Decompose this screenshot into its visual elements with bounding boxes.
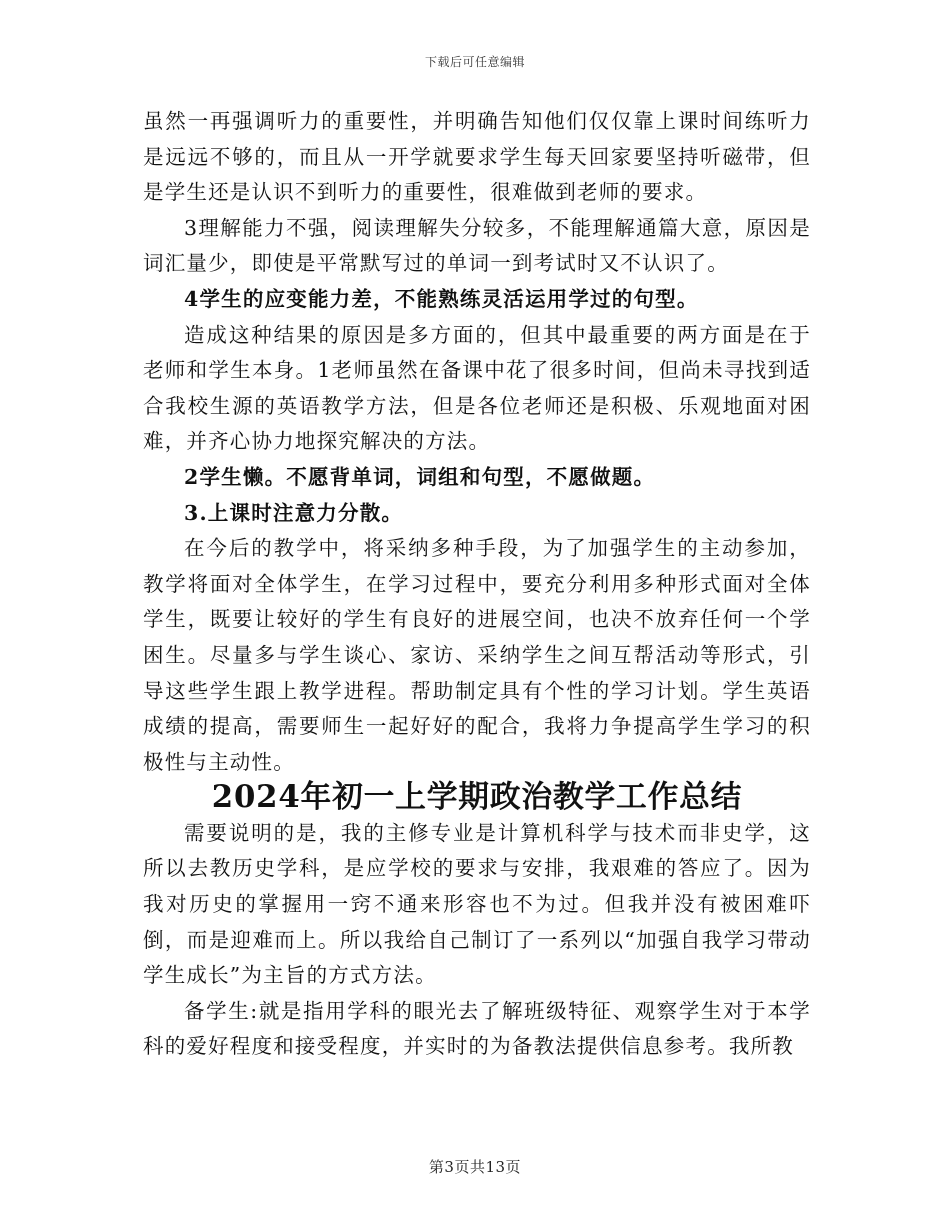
section-title: 2024年初一上学期政治教学工作总结 <box>211 779 743 816</box>
paragraph-prepare-students: 备学生:就是指用学科的眼光去了解班级特征、观察学生对于本学科的爱好程度和接受程度，并实时的为备教法提供信息参考。我所教 <box>143 998 811 1059</box>
page-header: 下载后可任意编辑 <box>424 55 525 69</box>
paragraph-future-teaching: 在今后的教学中，将采纳多种手段，为了加强学生的主动参加，教学将面对全体学生，在学习过程中，要充分利用多种形式面对全体学生，既要让较好的学生有良好的进展空间，也决不放弃任何一个学困生。尽量多与学生谈心、家访、采纳学生之间互帮活动等形式，引导这些学生跟上教学进程。帮助制定具有个性的学习计划。学生英语成绩的提高，需要师生一起好好的配合，我将力争提高学生学习的积极性与主动性。 <box>143 536 811 774</box>
page-number: 第3页共13页 <box>428 1158 522 1176</box>
paragraph-causes: 造成这种结果的原因是多方面的，但其中最重要的两方面是在于老师和学生本身。1老师虽然在备课中花了很多时间，但尚未寻找到适合我校生源的英语教学方法，但是各位老师还是积极、乐观地面对困难，并齐心协力地探究解决的方法。 <box>143 322 811 454</box>
paragraph-major-note: 需要说明的是，我的主修专业是计算机科学与技术而非史学，这所以去教历史学科，是应学校的要求与安排，我艰难的答应了。因为我对历史的掌握用一窍不通来形容也不为过。但我并没有被困难吓倒，而是迎难而上。所以我给自己制订了一系列以“加强自我学习带动学生成长”为主旨的方式方法。 <box>143 820 811 988</box>
paragraph-adaptability: 4学生的应变能力差，不能熟练灵活运用学过的句型。 <box>184 286 699 311</box>
paragraph-listening: 虽然一再强调听力的重要性，并明确告知他们仅仅靠上课时间练听力是远远不够的，而且从一开学就要求学生每天回家要坚持听磁带，但是学生还是认识不到听力的重要性，很难做到老师的要求。 <box>143 109 811 205</box>
paragraph-comprehension: 3理解能力不强，阅读理解失分较多，不能理解通篇大意，原因是词汇量少，即使是平常默写过的单词一到考试时又不认识了。 <box>143 215 811 276</box>
paragraph-lazy-students: 2学生懒。不愿背单词，词组和句型，不愿做题。 <box>184 464 656 489</box>
paragraph-distraction: 3.上课时注意力分散。 <box>184 500 404 525</box>
document-body <box>143 104 811 1065</box>
